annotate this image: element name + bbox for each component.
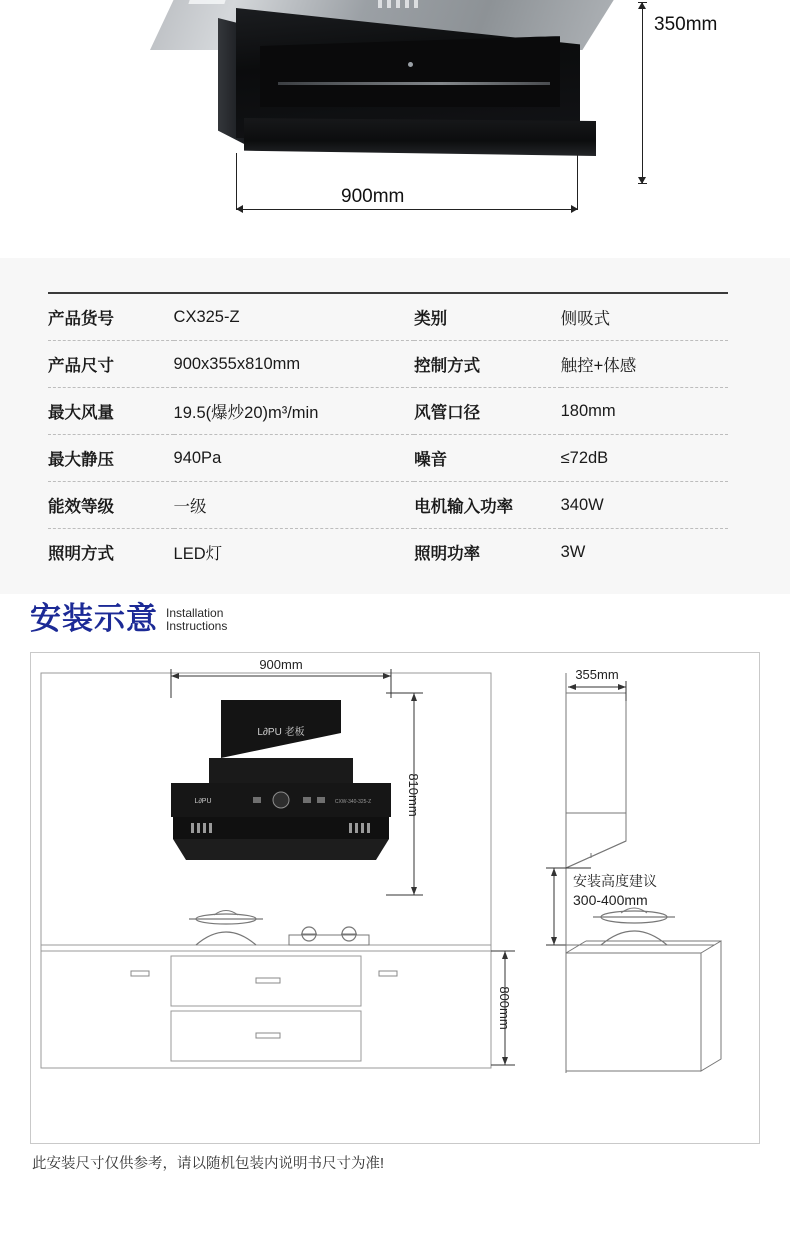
installation-heading (30, 601, 228, 637)
spec-value: 侧吸式 (561, 294, 728, 341)
spec-key: 控制方式 (414, 341, 560, 388)
hood-model-label: CXW-340-325-Z (334, 799, 372, 805)
spec-value: 触控+体感 (561, 341, 728, 388)
spec-key: 照明方式 (48, 545, 114, 563)
spec-key: 产品尺寸 (48, 341, 174, 388)
table-row (48, 388, 728, 435)
spec-key: 最大风量 (48, 388, 174, 435)
installation-title-en-line1: Installation (166, 606, 224, 620)
installation-diagram-box (30, 652, 760, 1144)
spec-key: 产品货号 (48, 294, 174, 341)
dimension-tick-left (236, 153, 237, 209)
installation-diagram (31, 653, 759, 1143)
table-row (48, 482, 728, 529)
dimension-label-height: 350mm (654, 14, 718, 35)
spec-value: 一级 (174, 482, 415, 529)
table-row (48, 529, 728, 576)
spec-value: 3W (560, 542, 586, 561)
hood-brand-logo-front: L∂PU 老板 (257, 727, 305, 738)
installation-title-cn: 安装示意 (30, 601, 158, 637)
hood-front-panel (244, 118, 596, 156)
product-photo-area (0, 0, 790, 258)
spec-key: 最大静压 (48, 435, 174, 482)
spec-value: 900x355x810mm (174, 341, 415, 388)
spec-key: 风管口径 (414, 388, 560, 435)
installation-title-en-line2: Instructions (166, 619, 228, 633)
dimension-front-width: 900mm (259, 657, 303, 672)
dimension-label-width: 900mm (341, 186, 405, 207)
arrow-right-icon (571, 205, 578, 213)
arrow-up-icon (638, 2, 646, 9)
table-row (48, 341, 728, 388)
dimension-front-height: 810mm (406, 773, 421, 817)
spec-value: CX325-Z (174, 294, 415, 341)
spec-value: LED灯 (173, 545, 223, 563)
spec-value: 180mm (561, 388, 728, 435)
install-advice-line2: 300-400mm (573, 892, 648, 908)
table-row (48, 294, 728, 341)
dimension-tick-right (577, 153, 578, 209)
installation-title-en (166, 607, 227, 633)
spec-key: 电机输入功率 (414, 482, 560, 529)
spec-value: 340W (561, 482, 728, 529)
installation-footnote: 此安装尺寸仅供参考，请以随机包装内说明书尺寸为准! (32, 1156, 385, 1172)
specification-section (0, 258, 790, 594)
arrow-down-icon (638, 177, 646, 184)
range-hood-product-image (150, 0, 620, 190)
dimension-line-height (642, 2, 643, 184)
spec-value: ≤72dB (561, 435, 728, 482)
dimension-line-width (236, 209, 578, 210)
spec-value: 940Pa (174, 435, 415, 482)
arrow-left-icon (236, 205, 243, 213)
spec-key: 类别 (414, 294, 560, 341)
spec-key: 能效等级 (48, 482, 174, 529)
hood-body-inner (260, 36, 560, 107)
installation-section (0, 594, 790, 1251)
dimension-side-depth: 355mm (575, 667, 619, 682)
spec-key: 照明功率 (414, 545, 481, 563)
svg-text:L∂PU: L∂PU (194, 798, 212, 805)
spec-value: 19.5(爆炒20)m³/min (174, 388, 415, 435)
install-advice-line1: 安装高度建议 (573, 874, 657, 890)
table-row (48, 435, 728, 482)
hood-led-indicator (408, 62, 413, 67)
hood-top-highlight (188, 0, 227, 4)
hood-light-strip (278, 82, 550, 85)
spec-key: 噪音 (414, 435, 560, 482)
hood-vent-dots (378, 0, 422, 8)
specification-table (48, 294, 728, 575)
dimension-counter-height: 800mm (497, 986, 512, 1030)
